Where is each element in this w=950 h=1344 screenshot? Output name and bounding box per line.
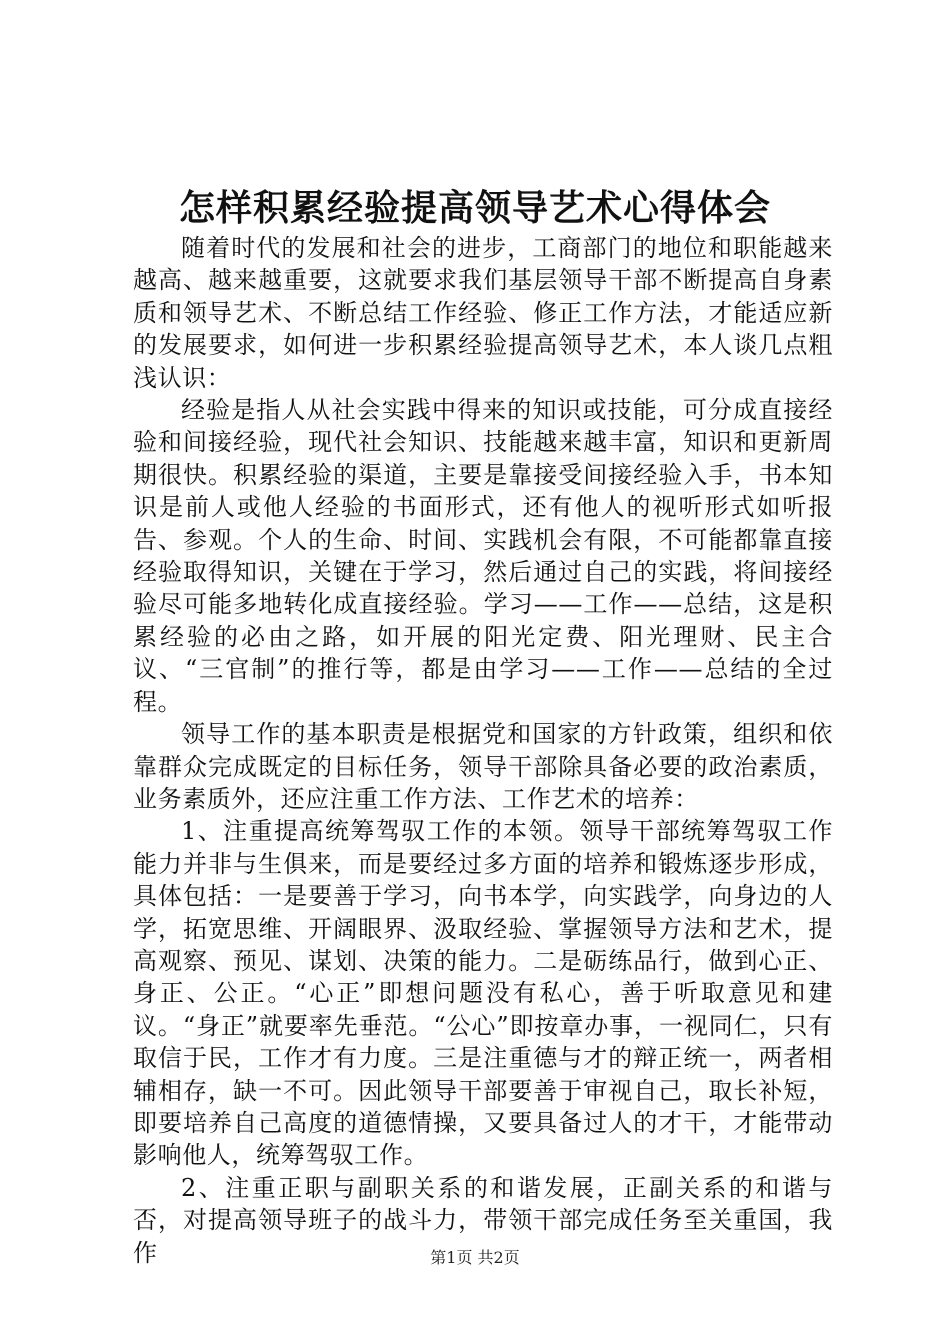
page-number-footer: 第1页 共2页	[430, 1248, 520, 1267]
paragraph-intro: 随着时代的发展和社会的进步，工商部门的地位和职能越来越高、越来越重要，这就要求我们基层领导干部不断提高自身素质和领导艺术、不断总结工作经验、修正工作方法，才能适应新的发展要求，如何进一步积累经验提高领导艺术，本人谈几点粗浅认识：	[133, 234, 833, 392]
paragraph-point-1: 1、注重提高统筹驾驭工作的本领。领导干部统筹驾驭工作能力并非与生俱来，而是要经过多方面的培养和锻炼逐步形成，具体包括：一是要善于学习，向书本学，向实践学，向身边的人学，拓宽思维、开阔眼界、汲取经验、掌握领导方法和艺术，提高观察、预见、谋划、决策的能力。二是砺练品行，做到心正、身正、公正。“心正”即想问题没有私心，善于听取意见和建议。“身正”就要率先垂范。“公心”即按章办事，一视同仁，只有取信于民，工作才有力度。三是注重德与才的辩正统一，两者相辅相存，缺一不可。因此领导干部要善于审视自己，取长补短，即要培养自己高度的道德情操，又要具备过人的才干，才能带动影响他人，统筹驾驭工作。	[133, 817, 833, 1170]
paragraph-point-2: 2、注重正职与副职关系的和谐发展，正副关系的和谐与否，对提高领导班子的战斗力，带领干部完成任务至关重国，我作	[133, 1173, 833, 1267]
document-title: 怎样积累经验提高领导艺术心得体会	[178, 187, 771, 229]
document-body	[133, 232, 833, 1269]
paragraph-leadership-duty: 领导工作的基本职责是根据党和国家的方针政策，组织和依靠群众完成既定的目标任务，领导干部除具备必要的政治素质，业务素质外，还应注重工作方法、工作艺术的培养：	[133, 720, 833, 813]
paragraph-experience: 经验是指人从社会实践中得来的知识或技能，可分成直接经验和间接经验，现代社会知识、技能越来越丰富，知识和更新周期很快。积累经验的渠道，主要是靠接受间接经验入手，书本知识是前人或他人经验的书面形式，还有他人的视听形式如听报告、参观。个人的生命、时间、实践机会有限，不可能都靠直接经验取得知识，关键在于学习，然后通过自己的实践，将间接经验尽可能多地转化成直接经验。学习——工作——总结，这是积累经验的必由之路，如开展的阳光定费、阳光理财、民主合议、“三官制”的推行等，都是由学习——工作——总结的全过程。	[133, 396, 833, 716]
